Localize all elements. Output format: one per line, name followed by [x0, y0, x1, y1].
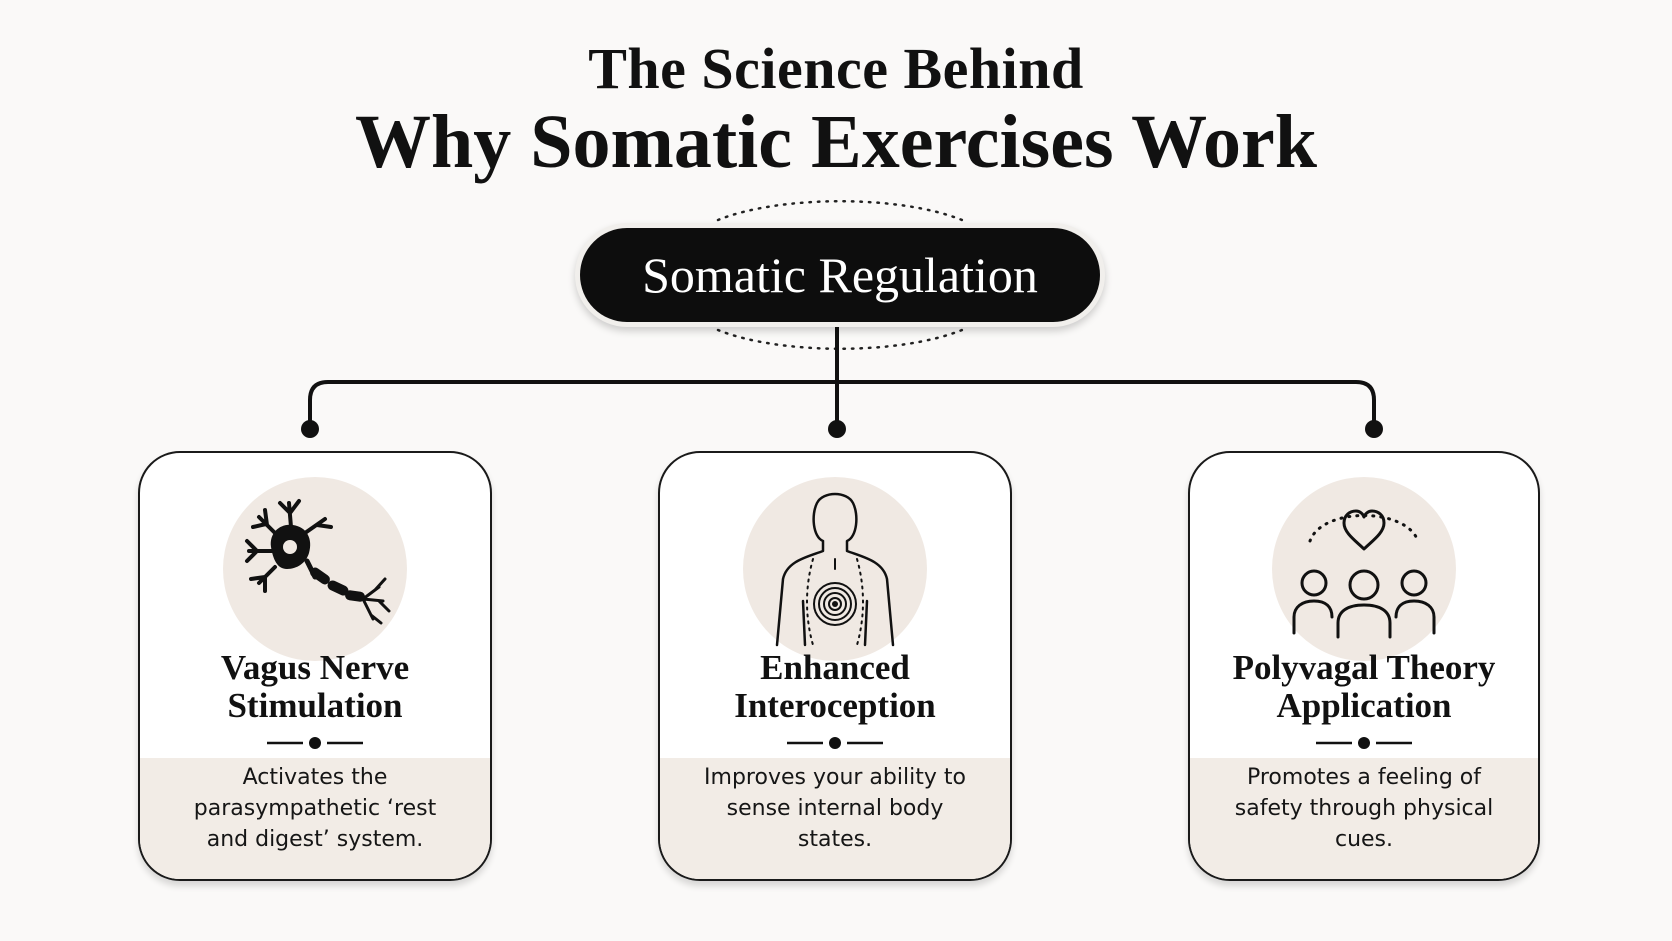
- body-scan-icon: [743, 477, 927, 661]
- title-line-1: The Science Behind: [588, 36, 1084, 101]
- card-description: Improves your ability to sense internal body states.: [704, 765, 966, 852]
- divider-ornament: [785, 736, 885, 750]
- icon-circle: [1272, 477, 1456, 661]
- people-heart-icon: [1272, 477, 1456, 661]
- description-box: [1190, 758, 1538, 879]
- card-title: [1190, 649, 1538, 725]
- card-description: Promotes a feeling of safety through physical cues.: [1234, 765, 1494, 852]
- card-title-line-2: Interoception: [734, 686, 936, 725]
- divider-ornament: [265, 736, 365, 750]
- center-node-label: Somatic Regulation: [642, 247, 1038, 303]
- description-box: [660, 758, 1010, 879]
- card-description: Activates the parasympathetic ‘rest and digest’ system.: [193, 765, 437, 852]
- icon-circle: [223, 477, 407, 661]
- description-box: [140, 758, 490, 879]
- card-title: [140, 649, 490, 725]
- card-title: [660, 649, 1010, 725]
- icon-circle: [743, 477, 927, 661]
- card-title-line-1: Enhanced: [760, 648, 910, 687]
- card-enhanced-interoception: [658, 451, 1012, 881]
- card-title-line-2: Stimulation: [227, 686, 403, 725]
- card-vagus-nerve-stimulation: [138, 451, 492, 881]
- center-node-somatic-regulation: [580, 228, 1100, 322]
- neuron-icon: [223, 477, 407, 661]
- page-title: Why Somatic Exercises Work: [355, 100, 1317, 184]
- connector-branch: [310, 382, 1374, 428]
- divider-ornament: [1314, 736, 1414, 750]
- connector-node-center: [828, 420, 846, 438]
- card-title-line-1: Polyvagal Theory: [1232, 648, 1496, 687]
- card-title-line-2: Application: [1276, 686, 1452, 725]
- connector-node-left: [301, 420, 319, 438]
- card-polyvagal-theory-application: [1188, 451, 1540, 881]
- card-title-line-1: Vagus Nerve: [220, 648, 410, 687]
- connector-node-right: [1365, 420, 1383, 438]
